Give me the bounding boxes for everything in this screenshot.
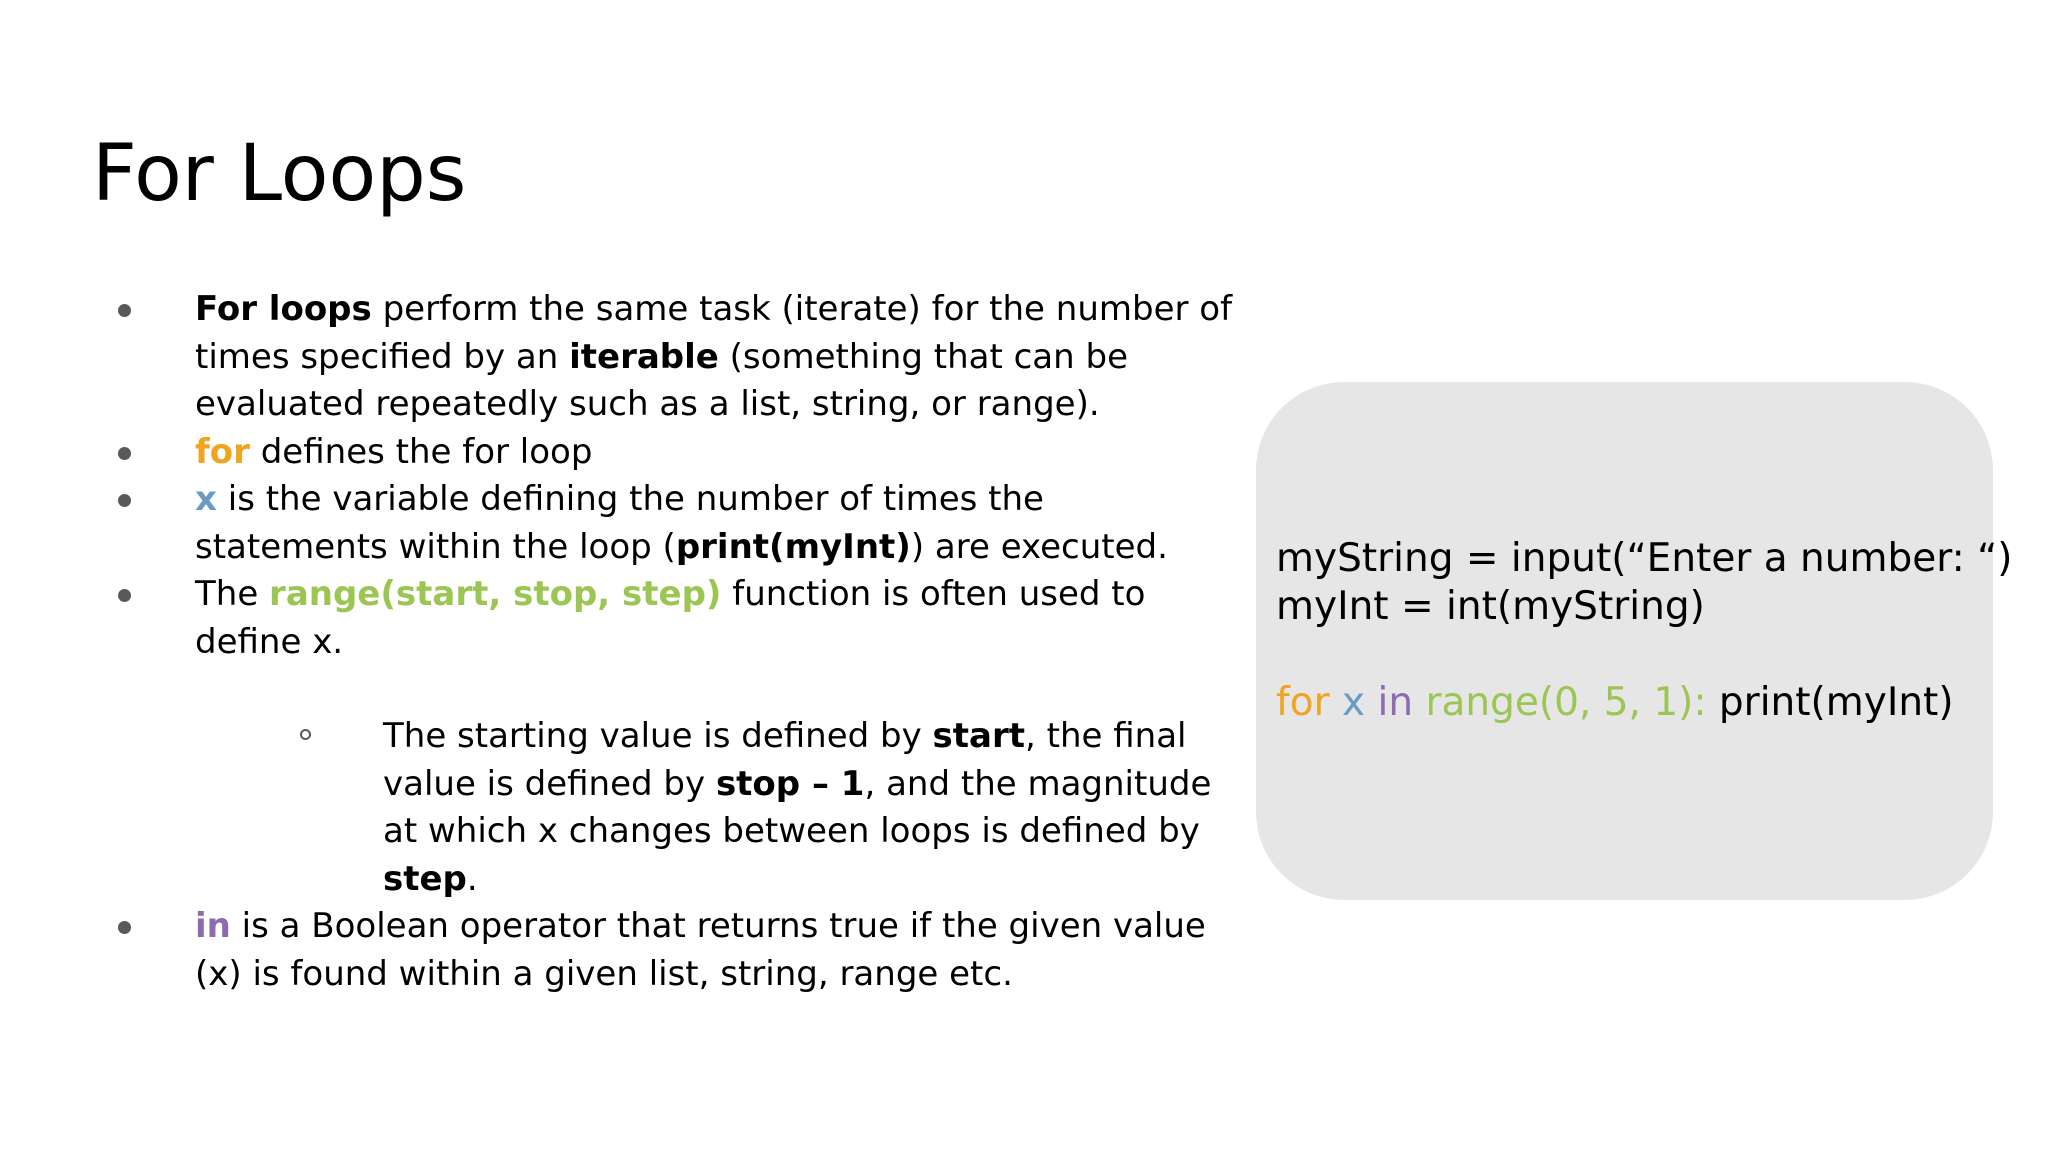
term-stop: stop – 1 xyxy=(715,763,865,804)
slide-title: For Loops xyxy=(92,129,467,219)
code-keyword-in: in xyxy=(1377,680,1414,725)
bullet-text: is the variable defining the number of times the statements within the loop ( xyxy=(195,479,1044,567)
bullet-text: defines the for loop xyxy=(249,431,593,472)
bullet-x xyxy=(110,476,1235,571)
sub-bullet-text: The starting value is defined by xyxy=(383,716,933,756)
keyword-range: range(start, stop, step) xyxy=(269,574,722,614)
code-example-box xyxy=(1256,382,2013,900)
sub-bullet-text: . xyxy=(466,858,478,899)
term-print: print(myInt) xyxy=(675,526,911,567)
bullet-text: is a Boolean operator that returns true if the given value (x) is found within a given list, string, range etc. xyxy=(195,906,1206,994)
bullet-dot xyxy=(118,494,131,507)
code-blank-line xyxy=(1276,631,2013,679)
bullet-dot xyxy=(118,304,131,317)
code-block xyxy=(1276,535,2013,727)
bullet-text: perform the same task (iterate) for the number of times specified by an xyxy=(195,289,1233,377)
keyword-in: in xyxy=(195,906,231,946)
bullet-dot xyxy=(118,447,131,460)
bullet-range xyxy=(110,571,1235,903)
code-keyword-for: for xyxy=(1276,680,1330,725)
bullet-text: ) are executed. xyxy=(910,526,1168,567)
bullet-list xyxy=(110,286,1235,998)
bullet-text: function is often used to define x. xyxy=(195,574,1146,662)
sub-bullet-text: , and the magnitude at which x changes between loops is defined by xyxy=(383,763,1212,851)
term-step: step xyxy=(383,858,467,899)
code-line-input: myString = input(“Enter a number: “) xyxy=(1276,536,2013,581)
bullet-dot xyxy=(118,589,131,602)
term-iterable: iterable xyxy=(569,336,719,377)
code-line-int: myInt = int(myString) xyxy=(1276,584,1705,629)
term-for-loops: For loops xyxy=(195,289,372,329)
bullet-text: The xyxy=(195,574,270,614)
sub-bullet-range-details xyxy=(298,713,1235,903)
bullet-dot xyxy=(118,921,131,934)
code-print-call: print(myInt) xyxy=(1718,680,1954,725)
keyword-x: x xyxy=(195,479,217,519)
bullet-for xyxy=(110,429,1235,477)
code-line-loop xyxy=(1276,679,2013,727)
code-variable-x: x xyxy=(1342,680,1366,725)
keyword-for: for xyxy=(195,431,250,472)
bullet-text: (something that can be evaluated repeatedly such as a list, string, or range). xyxy=(195,336,1128,424)
code-range-call: range(0, 5, 1): xyxy=(1425,680,1707,725)
term-start: start xyxy=(932,716,1026,756)
bullet-in xyxy=(110,903,1235,998)
bullet-for-loops xyxy=(110,286,1235,429)
sub-bullet-ring xyxy=(300,729,311,740)
sub-bullet-text: , the final value is defined by xyxy=(383,716,1187,804)
